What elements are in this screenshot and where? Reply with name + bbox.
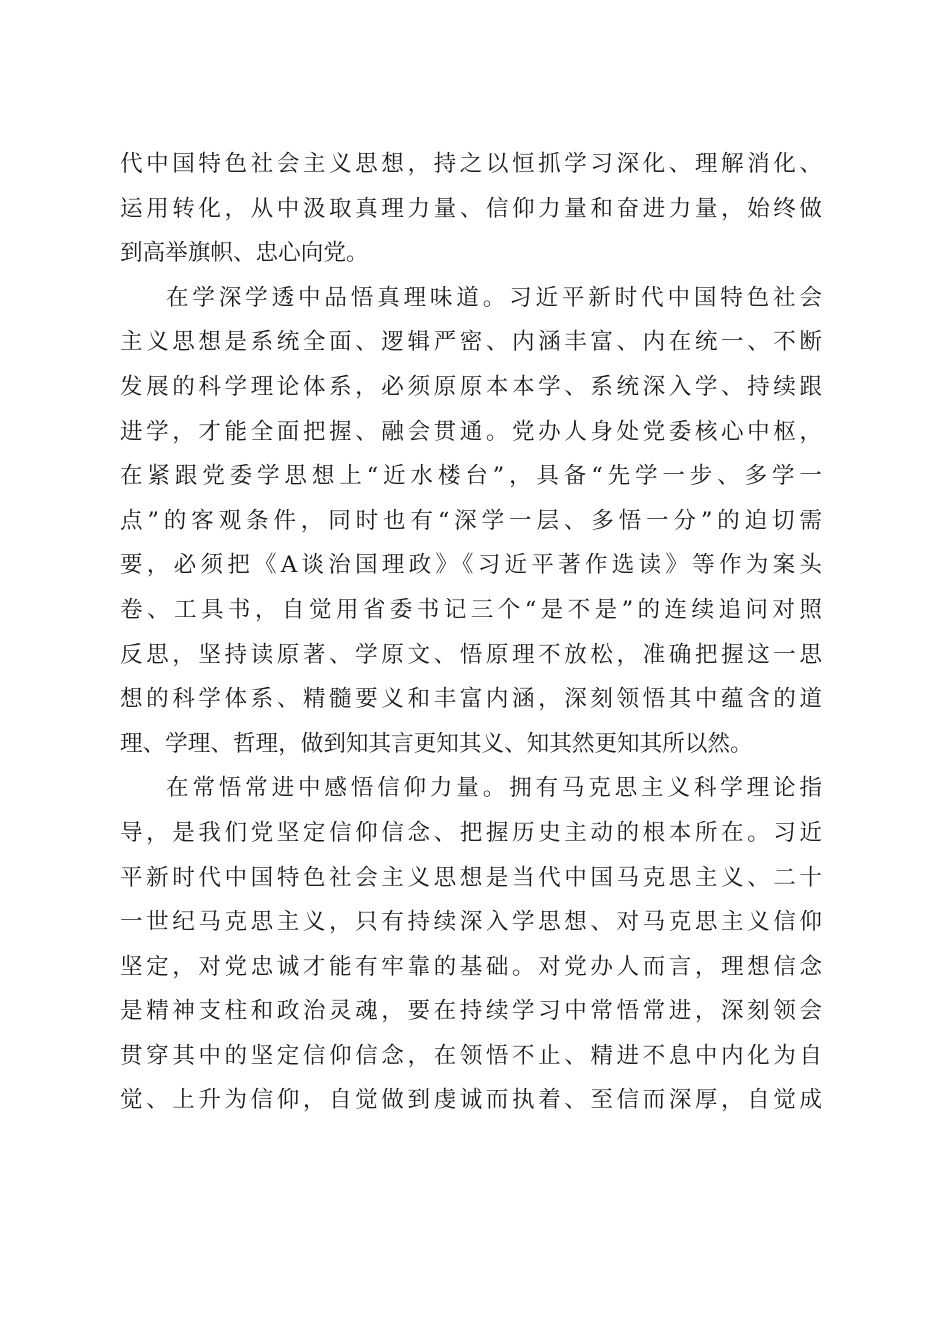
text-line: 主义思想是系统全面、逻辑严密、内涵丰富、内在统一、不断 [120, 329, 822, 356]
text-line: 坚定，对党忠诚才能有牢靠的基础。对党办人而言，理想信念 [120, 953, 822, 980]
text-line: 在紧跟党委学思想上“近水楼台”，具备“先学一步、多学一 [120, 463, 822, 490]
paragraph-2 [120, 276, 822, 767]
text-line: 在学深学透中品悟真理味道。习近平新时代中国特色社会 [166, 284, 822, 311]
document-body [120, 142, 822, 1123]
text-line: 发展的科学理论体系，必须原原本本学、系统深入学、持续跟 [120, 373, 822, 400]
text-line: 导，是我们党坚定信仰信念、把握历史主动的根本所在。习近 [120, 819, 822, 846]
text-line: 想的科学体系、精髓要义和丰富内涵，深刻领悟其中蕴含的道 [120, 686, 822, 713]
paragraph-1 [120, 142, 822, 276]
text-line: 理、学理、哲理，做到知其言更知其义、知其然更知其所以然。 [120, 730, 753, 757]
text-line: 点”的客观条件，同时也有“深学一层、多悟一分”的迫切需 [120, 507, 822, 534]
text-line: 到高举旗帜、忠心向党。 [120, 240, 369, 267]
text-line: 一世纪马克思主义，只有持续深入学思想、对马克思主义信仰 [120, 909, 822, 936]
text-line: 贯穿其中的坚定信仰信念，在领悟不止、精进不息中内化为自 [120, 1042, 822, 1069]
text-line: 平新时代中国特色社会主义思想是当代中国马克思主义、二十 [120, 864, 822, 891]
text-line: 觉、上升为信仰，自觉做到虔诚而执着、至信而深厚，自觉成 [120, 1087, 822, 1114]
text-line: 进学，才能全面把握、融会贯通。党办人身处党委核心中枢， [120, 418, 822, 445]
text-line: 要，必须把《A谈治国理政》《习近平著作选读》等作为案头 [120, 552, 822, 579]
text-line: 运用转化，从中汲取真理力量、信仰力量和奋进力量，始终做 [120, 195, 822, 222]
text-line: 是精神支柱和政治灵魂，要在持续学习中常悟常进，深刻领会 [120, 998, 822, 1025]
text-line: 卷、工具书，自觉用省委书记三个“是不是”的连续追问对照 [120, 596, 822, 623]
paragraph-3 [120, 766, 822, 1123]
text-line: 反思，坚持读原著、学原文、悟原理不放松，准确把握这一思 [120, 641, 822, 668]
text-line: 代中国特色社会主义思想，持之以恒抓学习深化、理解消化、 [120, 151, 822, 177]
text-line: 在常悟常进中感悟信仰力量。拥有马克思主义科学理论指 [166, 775, 822, 802]
